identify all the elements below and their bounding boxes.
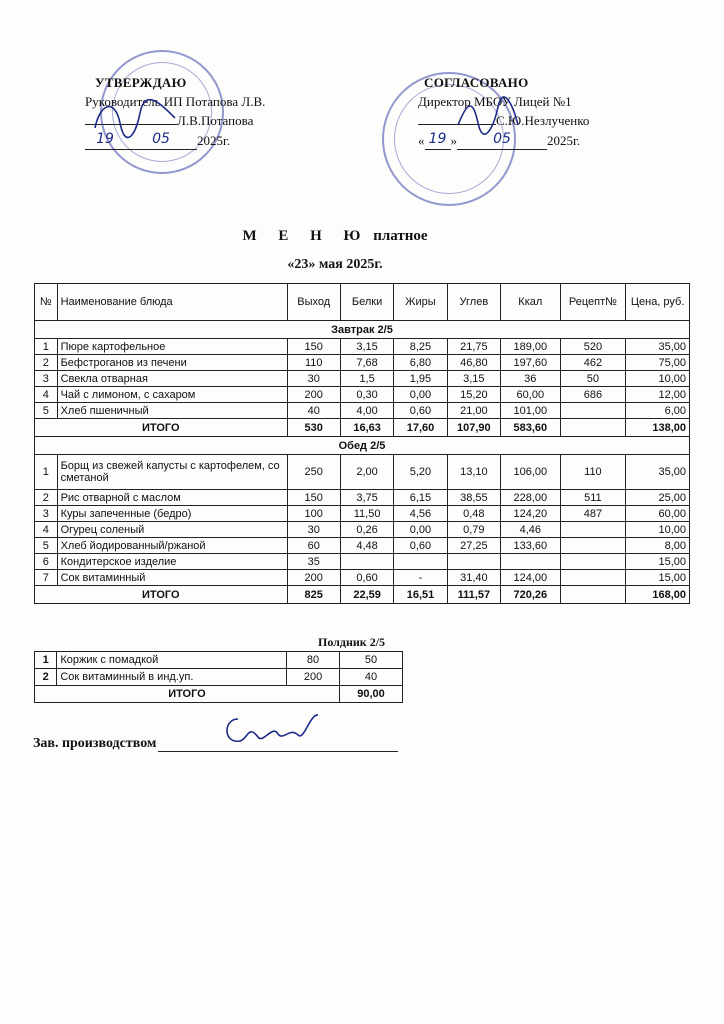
col-recipe: Рецепт№ — [560, 284, 626, 321]
kcal-cell: 60,00 — [501, 387, 561, 403]
fat-cell: 8,25 — [394, 339, 447, 355]
protein-cell: 0,26 — [340, 522, 393, 538]
col-carbs: Углев — [447, 284, 500, 321]
signature-line — [158, 735, 398, 752]
carbs-cell: 3,15 — [447, 371, 500, 387]
carbs-cell: 31,40 — [447, 570, 500, 586]
table-row — [35, 387, 690, 403]
dish-name: Куры запеченные (бедро) — [57, 506, 287, 522]
dish-name: Хлеб пшеничный — [57, 403, 287, 419]
dish-name: Коржик с помадкой — [57, 652, 287, 669]
carbs-cell: 21,75 — [447, 339, 500, 355]
table-row — [35, 538, 690, 554]
col-dish-name: Наименование блюда — [57, 284, 287, 321]
recipe-cell: 110 — [560, 455, 626, 490]
col-fat: Жиры — [394, 284, 447, 321]
total-row — [35, 419, 690, 437]
table-row — [35, 570, 690, 586]
section-title: Обед 2/5 — [35, 437, 690, 455]
table-row — [35, 554, 690, 570]
total-recipe — [560, 419, 626, 437]
total-kcal: 720,26 — [501, 586, 561, 604]
fat-cell: 0,00 — [394, 522, 447, 538]
agree-title: СОГЛАСОВАНО — [424, 75, 529, 90]
table-row — [35, 522, 690, 538]
table-row — [35, 455, 690, 490]
col-protein: Белки — [340, 284, 393, 321]
date-close-quote: » — [450, 133, 457, 148]
kcal-cell: 106,00 — [501, 455, 561, 490]
date-month: 05 — [125, 130, 197, 150]
recipe-cell — [560, 403, 626, 419]
signature-right — [453, 95, 523, 135]
recipe-cell: 462 — [560, 355, 626, 371]
protein-cell — [340, 554, 393, 570]
recipe-cell — [560, 538, 626, 554]
recipe-cell: 686 — [560, 387, 626, 403]
fat-cell: 6,15 — [394, 490, 447, 506]
recipe-cell: 511 — [560, 490, 626, 506]
section-title: Завтрак 2/5 — [35, 321, 690, 339]
total-output: 825 — [287, 586, 340, 604]
recipe-cell: 520 — [560, 339, 626, 355]
section-lunch — [35, 437, 690, 455]
table-header-row — [35, 284, 690, 321]
price-cell: 35,00 — [626, 455, 690, 490]
total-label: ИТОГО — [35, 686, 340, 703]
row-number: 2 — [35, 355, 58, 371]
fat-cell: 5,20 — [394, 455, 447, 490]
row-number: 5 — [35, 403, 58, 419]
carbs-cell: 13,10 — [447, 455, 500, 490]
price-cell: 40 — [339, 669, 402, 686]
fat-cell: 4,56 — [394, 506, 447, 522]
output-cell: 100 — [287, 506, 340, 522]
fat-cell: 0,00 — [394, 387, 447, 403]
col-number: № — [35, 284, 58, 321]
footer-signature — [33, 735, 398, 752]
price-cell: 10,00 — [626, 371, 690, 387]
menu-date: «23» мая 2025г. — [287, 257, 383, 272]
dish-name: Пюре картофельное — [57, 339, 287, 355]
dish-name: Борщ из свежей капусты с картофелем, со сметаной — [57, 455, 287, 490]
carbs-cell — [447, 554, 500, 570]
total-label: ИТОГО — [35, 419, 288, 437]
total-row — [35, 586, 690, 604]
protein-cell: 2,00 — [340, 455, 393, 490]
date-day: 19 — [425, 130, 451, 150]
fat-cell — [394, 554, 447, 570]
kcal-cell: 124,20 — [501, 506, 561, 522]
row-number: 3 — [35, 371, 58, 387]
recipe-cell: 50 — [560, 371, 626, 387]
snack-table — [34, 651, 403, 703]
protein-cell: 4,48 — [340, 538, 393, 554]
snack-section-title: Полдник 2/5 — [318, 635, 386, 649]
recipe-cell — [560, 570, 626, 586]
row-number: 4 — [35, 522, 58, 538]
footer-label: Зав. производством — [33, 736, 157, 751]
kcal-cell: 124,00 — [501, 570, 561, 586]
date-day: 19 — [85, 130, 125, 150]
carbs-cell: 38,55 — [447, 490, 500, 506]
director-name: С.Ю.Незлученко — [496, 113, 590, 128]
row-number: 1 — [35, 339, 58, 355]
total-carbs: 111,57 — [447, 586, 500, 604]
kcal-cell — [501, 554, 561, 570]
kcal-cell: 228,00 — [501, 490, 561, 506]
price-cell: 50 — [339, 652, 402, 669]
col-kcal: Ккал — [501, 284, 561, 321]
table-row — [35, 652, 403, 669]
recipe-cell — [560, 554, 626, 570]
output-cell: 40 — [287, 403, 340, 419]
dish-name: Сок витаминный — [57, 570, 287, 586]
approve-title: УТВЕРЖДАЮ — [95, 75, 187, 90]
price-cell: 6,00 — [626, 403, 690, 419]
output-cell: 30 — [287, 522, 340, 538]
menu-table — [34, 283, 690, 604]
protein-cell: 3,75 — [340, 490, 393, 506]
fat-cell: 1,95 — [394, 371, 447, 387]
row-number: 2 — [35, 490, 58, 506]
carbs-cell: 21,00 — [447, 403, 500, 419]
price-cell: 15,00 — [626, 570, 690, 586]
protein-cell: 0,30 — [340, 387, 393, 403]
total-protein: 22,59 — [340, 586, 393, 604]
approval-block-right — [418, 73, 678, 150]
fat-cell: 0,60 — [394, 403, 447, 419]
director-position: Директор МБОУ Лицей №1 — [418, 94, 572, 109]
output-cell: 30 — [287, 371, 340, 387]
fat-cell: 0,60 — [394, 538, 447, 554]
table-row — [35, 506, 690, 522]
kcal-cell: 133,60 — [501, 538, 561, 554]
output-cell: 200 — [287, 387, 340, 403]
output-cell: 200 — [287, 669, 340, 686]
row-number: 6 — [35, 554, 58, 570]
total-kcal: 583,60 — [501, 419, 561, 437]
total-carbs: 107,90 — [447, 419, 500, 437]
row-number: 1 — [35, 455, 58, 490]
dish-name: Сок витаминный в инд.уп. — [57, 669, 287, 686]
carbs-cell: 27,25 — [447, 538, 500, 554]
protein-cell: 11,50 — [340, 506, 393, 522]
approver-position: Руководитель ИП Потапова Л.В. — [85, 94, 266, 109]
table-row — [35, 403, 690, 419]
protein-cell: 1,5 — [340, 371, 393, 387]
total-protein: 16,63 — [340, 419, 393, 437]
table-row — [35, 355, 690, 371]
total-price: 168,00 — [626, 586, 690, 604]
row-number: 2 — [35, 669, 57, 686]
output-cell: 250 — [287, 455, 340, 490]
date-open-quote: « — [418, 133, 425, 148]
price-cell: 25,00 — [626, 490, 690, 506]
dish-name: Свекла отварная — [57, 371, 287, 387]
total-recipe — [560, 586, 626, 604]
row-number: 1 — [35, 652, 57, 669]
approver-name: Л.В.Потапова — [177, 113, 254, 128]
dish-name: Чай с лимоном, с сахаром — [57, 387, 287, 403]
row-number: 5 — [35, 538, 58, 554]
fat-cell: - — [394, 570, 447, 586]
price-cell: 10,00 — [626, 522, 690, 538]
col-price: Цена, руб. — [626, 284, 690, 321]
date-year: 2025г. — [547, 133, 581, 148]
signature-left — [90, 93, 180, 143]
row-number: 7 — [35, 570, 58, 586]
kcal-cell: 4,46 — [501, 522, 561, 538]
price-cell: 35,00 — [626, 339, 690, 355]
col-output: Выход — [287, 284, 340, 321]
table-row — [35, 371, 690, 387]
kcal-cell: 197,60 — [501, 355, 561, 371]
menu-title — [0, 228, 670, 245]
output-cell: 150 — [287, 339, 340, 355]
total-price: 90,00 — [339, 686, 402, 703]
dish-name: Бефстроганов из печени — [57, 355, 287, 371]
row-number: 4 — [35, 387, 58, 403]
row-number: 3 — [35, 506, 58, 522]
menu-title-rest: платное — [373, 228, 428, 244]
total-fat: 17,60 — [394, 419, 447, 437]
carbs-cell: 0,79 — [447, 522, 500, 538]
output-cell: 110 — [287, 355, 340, 371]
section-breakfast — [35, 321, 690, 339]
output-cell: 60 — [287, 538, 340, 554]
output-cell: 80 — [287, 652, 340, 669]
price-cell: 15,00 — [626, 554, 690, 570]
carbs-cell: 46,80 — [447, 355, 500, 371]
kcal-cell: 101,00 — [501, 403, 561, 419]
total-price: 138,00 — [626, 419, 690, 437]
price-cell: 12,00 — [626, 387, 690, 403]
total-output: 530 — [287, 419, 340, 437]
date-year: 2025г. — [197, 133, 231, 148]
date-month: 05 — [457, 130, 547, 150]
table-row — [35, 490, 690, 506]
recipe-cell: 487 — [560, 506, 626, 522]
carbs-cell: 0,48 — [447, 506, 500, 522]
dish-name: Рис отварной с маслом — [57, 490, 287, 506]
total-label: ИТОГО — [35, 586, 288, 604]
total-fat: 16,51 — [394, 586, 447, 604]
price-cell: 75,00 — [626, 355, 690, 371]
dish-name: Кондитерское изделие — [57, 554, 287, 570]
price-cell: 8,00 — [626, 538, 690, 554]
total-row — [35, 686, 403, 703]
fat-cell: 6,80 — [394, 355, 447, 371]
dish-name: Хлеб йодированный/ржаной — [57, 538, 287, 554]
output-cell: 150 — [287, 490, 340, 506]
recipe-cell — [560, 522, 626, 538]
signature-footer — [218, 709, 328, 755]
output-cell: 200 — [287, 570, 340, 586]
protein-cell: 3,15 — [340, 339, 393, 355]
output-cell: 35 — [287, 554, 340, 570]
kcal-cell: 189,00 — [501, 339, 561, 355]
kcal-cell: 36 — [501, 371, 561, 387]
protein-cell: 7,68 — [340, 355, 393, 371]
table-row — [35, 669, 403, 686]
carbs-cell: 15,20 — [447, 387, 500, 403]
approval-block-left — [85, 73, 345, 150]
price-cell: 60,00 — [626, 506, 690, 522]
menu-title-spaced: М Е Н Ю — [242, 228, 370, 244]
protein-cell: 4,00 — [340, 403, 393, 419]
protein-cell: 0,60 — [340, 570, 393, 586]
dish-name: Огурец соленый — [57, 522, 287, 538]
table-row — [35, 339, 690, 355]
